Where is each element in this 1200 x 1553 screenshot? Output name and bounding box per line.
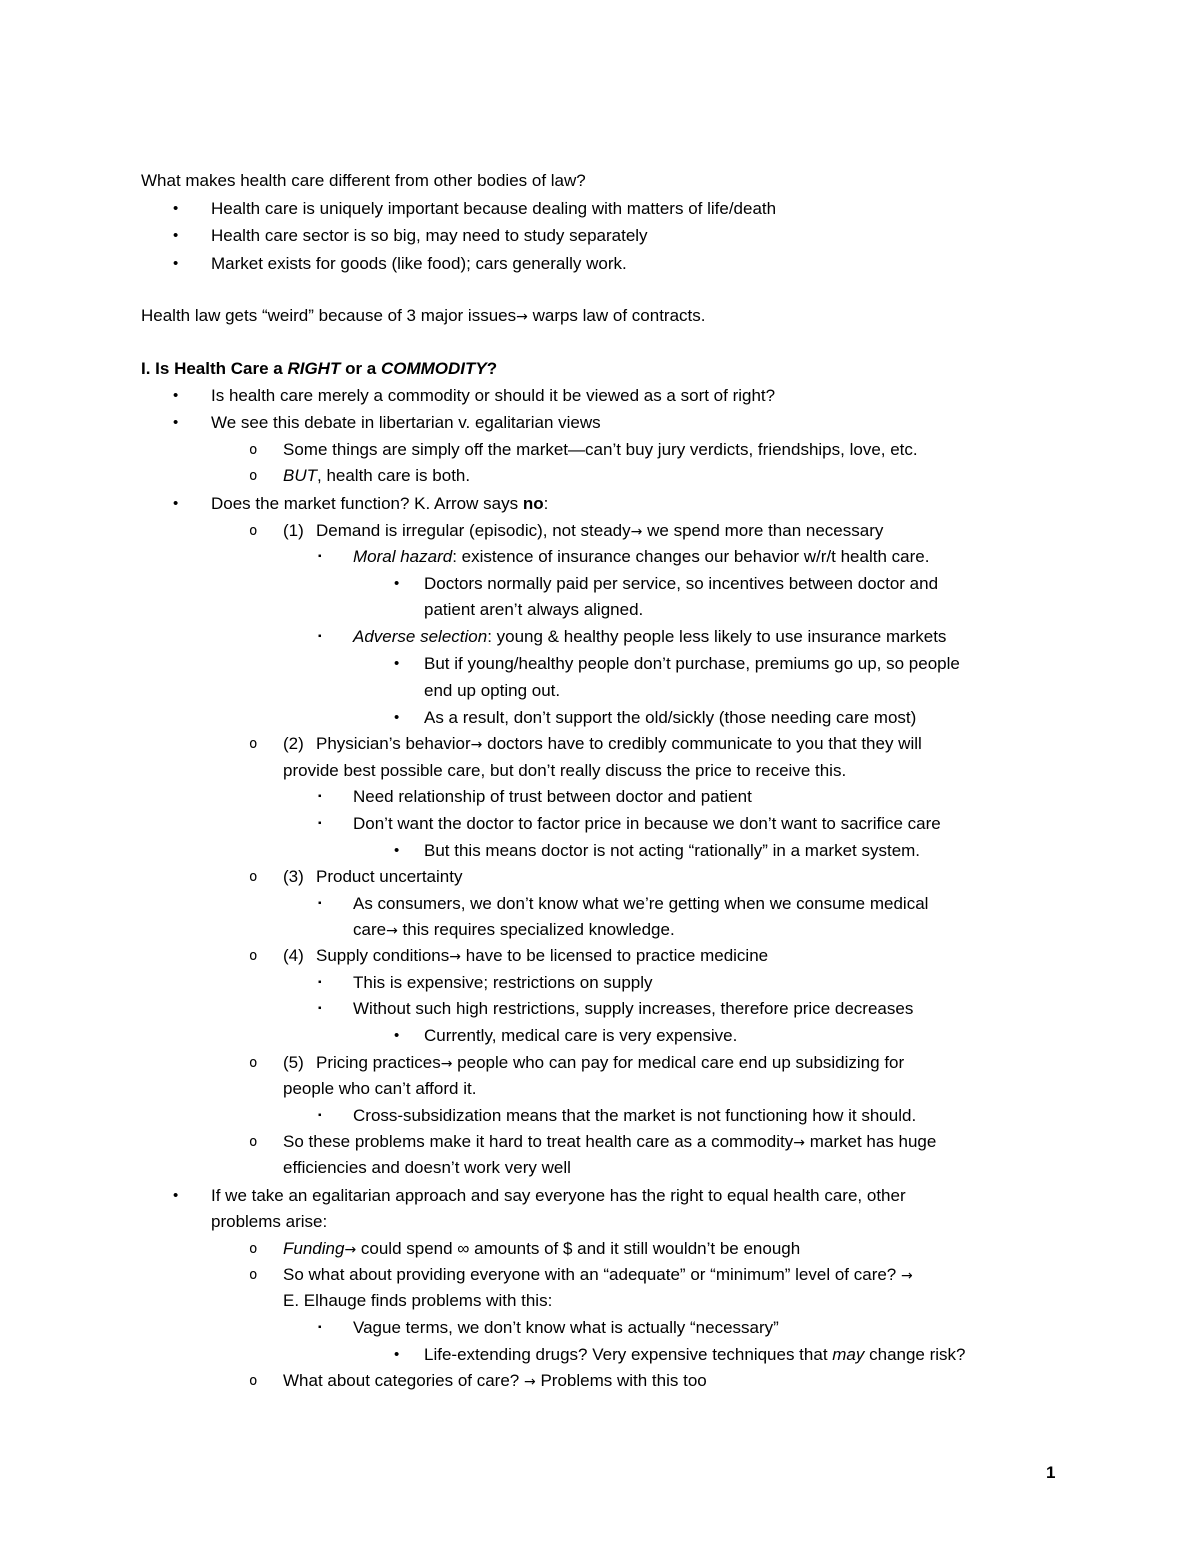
bullet-icon: • xyxy=(173,1187,179,1204)
square-bullet-icon: ▪ xyxy=(318,898,322,909)
circle-bullet-icon: o xyxy=(249,523,258,539)
vague-terms: Vague terms, we don’t know what is actually “necessary” xyxy=(353,1318,779,1337)
bullet-icon: • xyxy=(394,575,400,592)
intro-bullet-2: Health care sector is so big, may need to study separately xyxy=(211,226,648,245)
arrow-icon: → xyxy=(344,1242,357,1258)
section-heading: I. Is Health Care a RIGHT or a COMMODITY? xyxy=(141,359,498,378)
arrow-icon: → xyxy=(793,1135,805,1151)
intro-weird-line: Health law gets “weird” because of 3 major issues→ warps law of contracts. xyxy=(141,306,706,325)
circle-bullet-icon: o xyxy=(249,1055,258,1071)
life-extending-drugs: Life-extending drugs? Very expensive techniques that may change risk? xyxy=(424,1345,966,1364)
bullet-icon: • xyxy=(394,1346,400,1363)
circle-bullet-icon: o xyxy=(249,1373,258,1389)
point-5-pricing: Pricing practices→ people who can pay for medical care end up subsidizing for xyxy=(316,1053,905,1072)
doctors-paid-per-service: Doctors normally paid per service, so incentives between doctor and xyxy=(424,574,939,593)
categories-of-care: What about categories of care? → Problems with this too xyxy=(283,1371,707,1390)
arrow-icon: → xyxy=(440,1056,453,1072)
premiums-go-up: But if young/healthy people don’t purchase, premiums go up, so people xyxy=(424,654,960,673)
square-bullet-icon: ▪ xyxy=(318,631,322,642)
intro-bullet-3: Market exists for goods (like food); cars generally work. xyxy=(211,254,627,273)
not-rational: But this means doctor is not acting “rationally” in a market system. xyxy=(424,841,921,860)
arrow-icon: → xyxy=(901,1268,913,1284)
adverse-selection: Adverse selection: young & healthy people less likely to use insurance markets xyxy=(353,627,947,646)
funding: Funding→ could spend ∞ amounts of $ and it still wouldn’t be enough xyxy=(283,1239,801,1258)
circle-bullet-icon: o xyxy=(249,1267,258,1283)
circle-bullet-icon: o xyxy=(249,869,258,885)
arrow-icon: → xyxy=(386,923,398,939)
arrow-icon: → xyxy=(630,524,643,540)
circle-bullet-icon: o xyxy=(249,1241,258,1257)
square-bullet-icon: ▪ xyxy=(318,977,322,988)
point-2-physician: Physician’s behavior→ doctors have to credibly communicate to you that they will xyxy=(316,734,922,753)
arrow-icon: → xyxy=(470,737,483,753)
problems-summary: So these problems make it hard to treat health care as a commodity→ market has huge xyxy=(283,1132,937,1151)
sub-but-both: BUT, health care is both. xyxy=(283,466,471,485)
bullet-icon: • xyxy=(173,255,179,272)
point-4-number: (4) xyxy=(283,946,304,965)
bullet-icon: • xyxy=(173,495,179,512)
arrow-icon: → xyxy=(449,949,461,965)
adequate-care-cont: E. Elhauge finds problems with this: xyxy=(283,1291,553,1310)
page-number: 1 xyxy=(1046,1463,1056,1482)
point-2-number: (2) xyxy=(283,734,304,753)
bullet-icon: • xyxy=(394,709,400,726)
consumers-dont-know-cont: care→ this requires specialized knowledge. xyxy=(353,920,675,939)
point-1-number: (1) xyxy=(283,521,304,540)
circle-bullet-icon: o xyxy=(249,468,258,484)
premiums-go-up-cont: end up opting out. xyxy=(424,681,561,700)
point-4-supply: Supply conditions→ have to be licensed to practice medicine xyxy=(316,946,769,965)
bullet-commodity-or-right: Is health care merely a commodity or should it be viewed as a sort of right? xyxy=(211,386,776,405)
point-3-number: (3) xyxy=(283,867,304,886)
intro-question: What makes health care different from other bodies of law? xyxy=(141,171,586,190)
sub-off-market: Some things are simply off the market—can’t buy jury verdicts, friendships, love, etc. xyxy=(283,440,918,459)
trust-relationship: Need relationship of trust between doctor and patient xyxy=(353,787,752,806)
egalitarian-approach: If we take an egalitarian approach and say everyone has the right to equal health care, other xyxy=(211,1186,906,1205)
arrow-icon: → xyxy=(516,309,528,325)
bullet-icon: • xyxy=(394,655,400,672)
consumers-dont-know: As consumers, we don’t know what we’re getting when we consume medical xyxy=(353,894,929,913)
adequate-care: So what about providing everyone with an “adequate” or “minimum” level of care? → xyxy=(283,1265,913,1284)
point-1-demand: Demand is irregular (episodic), not steady→ we spend more than necessary xyxy=(316,521,884,540)
bullet-icon: • xyxy=(173,414,179,431)
square-bullet-icon: ▪ xyxy=(318,1003,322,1014)
old-sickly: As a result, don’t support the old/sickly (those needing care most) xyxy=(424,708,917,727)
circle-bullet-icon: o xyxy=(249,1134,258,1150)
square-bullet-icon: ▪ xyxy=(318,1110,322,1121)
bullet-icon: • xyxy=(173,227,179,244)
problems-summary-cont: efficiencies and doesn’t work very well xyxy=(283,1158,571,1177)
circle-bullet-icon: o xyxy=(249,736,258,752)
circle-bullet-icon: o xyxy=(249,948,258,964)
doctors-paid-per-service-cont: patient aren’t always aligned. xyxy=(424,600,644,619)
point-2-cont: provide best possible care, but don’t really discuss the price to receive this. xyxy=(283,761,847,780)
square-bullet-icon: ▪ xyxy=(318,551,322,562)
expensive-restrictions: This is expensive; restrictions on supply xyxy=(353,973,653,992)
point-5-number: (5) xyxy=(283,1053,304,1072)
without-restrictions: Without such high restrictions, supply increases, therefore price decreases xyxy=(353,999,914,1018)
square-bullet-icon: ▪ xyxy=(318,1322,322,1333)
intro-bullet-1: Health care is uniquely important because dealing with matters of life/death xyxy=(211,199,777,218)
bullet-icon: • xyxy=(394,1027,400,1044)
factor-price: Don’t want the doctor to factor price in because we don’t want to sacrifice care xyxy=(353,814,941,833)
bullet-icon: • xyxy=(173,387,179,404)
moral-hazard: Moral hazard: existence of insurance changes our behavior w/r/t health care. xyxy=(353,547,930,566)
cross-subsidization: Cross-subsidization means that the market is not functioning how it should. xyxy=(353,1106,917,1125)
bullet-icon: • xyxy=(173,200,179,217)
egalitarian-approach-cont: problems arise: xyxy=(211,1212,328,1231)
arrow-icon: → xyxy=(523,1374,536,1390)
square-bullet-icon: ▪ xyxy=(318,791,322,802)
bullet-icon: • xyxy=(394,842,400,859)
circle-bullet-icon: o xyxy=(249,442,258,458)
currently-expensive: Currently, medical care is very expensive. xyxy=(424,1026,738,1045)
point-3-uncertainty: Product uncertainty xyxy=(316,867,463,886)
square-bullet-icon: ▪ xyxy=(318,818,322,829)
bullet-debate: We see this debate in libertarian v. egalitarian views xyxy=(211,413,601,432)
point-5-cont: people who can’t afford it. xyxy=(283,1079,477,1098)
bullet-market-function: Does the market function? K. Arrow says no: xyxy=(211,494,549,513)
